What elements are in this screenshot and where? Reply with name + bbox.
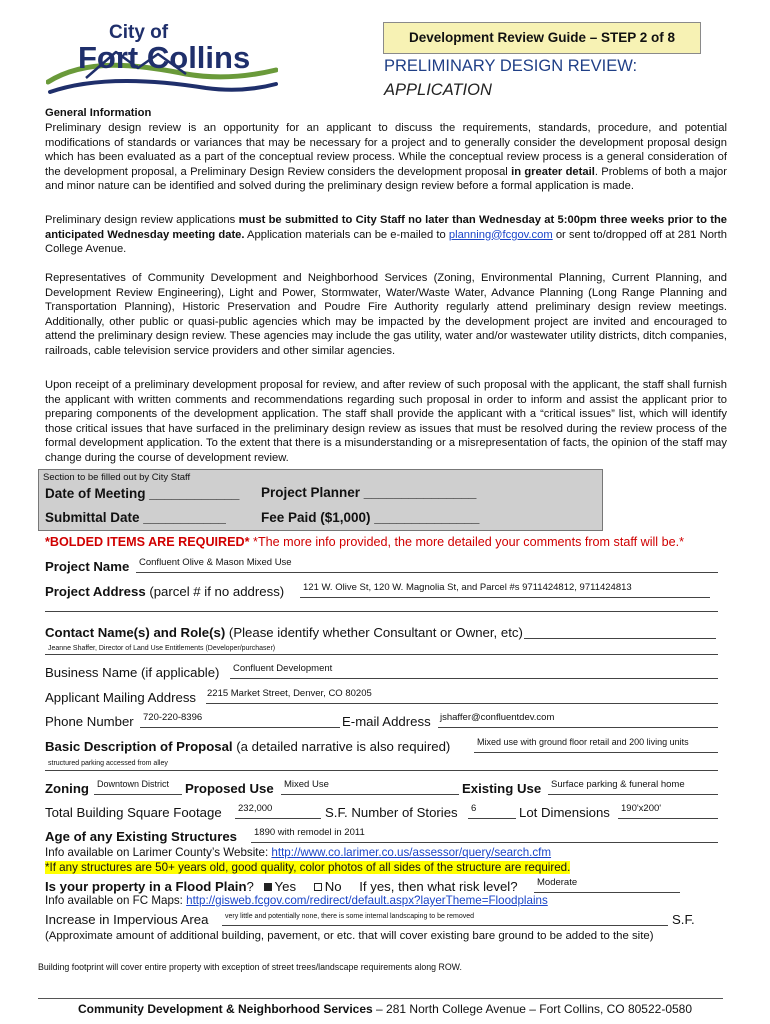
impervious-unit: S.F. (672, 912, 695, 927)
project-address-label: Project Address (parcel # if no address) (45, 584, 285, 599)
guide-step-banner: Development Review Guide – STEP 2 of 8 (383, 22, 701, 54)
submittal-date-field: Submittal Date ___________ (45, 510, 226, 525)
project-name-label: Project Name (45, 559, 130, 574)
zoning-line (94, 794, 182, 795)
fcmaps-link[interactable]: http://gisweb.fcgov.com/redirect/default.aspx?layerTheme=Floodplains (186, 894, 548, 907)
impervious-line (222, 925, 668, 926)
business-input[interactable]: Confluent Development (233, 663, 333, 674)
flood-yes-checkbox[interactable] (264, 883, 272, 891)
proposed-use-label: Proposed Use (185, 781, 274, 796)
contact-line-2 (45, 654, 718, 655)
existing-use-label: Existing Use (462, 781, 542, 796)
project-name-input[interactable]: Confluent Olive & Mason Mixed Use (139, 557, 292, 568)
email-label: E-mail Address (342, 714, 431, 729)
staff-section (38, 469, 603, 531)
flood-yes-option[interactable]: Yes (264, 879, 297, 894)
impervious-hint: (Approximate amount of additional building, pavement, or etc. that will cover existing bare ground to be added to the site) (45, 930, 654, 942)
phone-input[interactable]: 720-220-8396 (143, 712, 203, 723)
mailing-line (206, 703, 718, 704)
footer-address: Community Development & Neighborhood Services – 281 North College Avenue – Fort Collins, CO 80522-0580 (77, 1002, 693, 1016)
description-input[interactable]: Mixed use with ground floor retail and 200 living units (477, 737, 689, 747)
larimer-info: Info available on Larimer County’s Website: http://www.co.larimer.co.us/assessor/query/search.cfm (45, 846, 552, 859)
flood-no-option[interactable]: No (314, 879, 342, 894)
flood-risk-input[interactable]: Moderate (537, 877, 578, 888)
description-line (474, 752, 718, 753)
proposed-use-input[interactable]: Mixed Use (284, 779, 329, 790)
section-heading: General Information (45, 107, 152, 119)
stories-input[interactable]: 6 (471, 803, 477, 814)
project-address-line (300, 597, 710, 598)
mailing-input[interactable]: 2215 Market Street, Denver, CO 80205 (207, 688, 372, 699)
date-of-meeting-field: Date of Meeting ____________ (45, 486, 240, 501)
contact-line (524, 638, 716, 639)
required-note: *BOLDED ITEMS ARE REQUIRED* *The more info provided, the more detailed your comments from staff will be.* (45, 535, 685, 549)
larimer-link[interactable]: http://www.co.larimer.co.us/assessor/query/search.cfm (271, 846, 552, 859)
page-subtitle: APPLICATION (384, 81, 492, 99)
description-line-2 (45, 770, 718, 771)
square-footage-line (235, 818, 321, 819)
paragraph-review-process: Upon receipt of a preliminary development proposal for review, and after review of such proposal with the applicant, the staff shall furnish the applicant with written comments and recommendations regarding such proposal in order to inform and assist the applicant prior to preparing components of the development application. The staff shall provide the applicant with a “critical issues” list, which will identify those critical issues that have surfaced in the preliminary design review as issues that must be resolved during the review process of the formal development application. To the extent that there is a misunderstanding or a misrepresentation of facts, the opinion of the staff may change during the course of development review. (45, 379, 727, 464)
paragraph-intro: Preliminary design review is an opportunity for an applicant to discuss the requirements, standards, procedure, and potential modifications of standards or variances that may be necessary for a project and to generally consider the development proposal design which has been evaluated as a part of the conceptual review process. While the conceptual review process is a general consideration of the development proposal, a Preliminary Design Review considers the development proposal in greater detail. Problems of both a major and minor nature can be identified and solved during the preliminary design review before a formal application is made. (45, 122, 728, 193)
email-line (438, 727, 718, 728)
paragraph-deadline: Preliminary design review applications must be submitted to City Staff no later than Wednesday at 5:00pm three weeks prior to the anticipated Wednesday meeting date. Application materials can be e-mailed to planning@fcgov.com or sent to/dropped off at 281 North College Avenue. (45, 214, 728, 256)
fcmaps-info: Info available on FC Maps: http://gisweb.fcgov.com/redirect/default.aspx?layerTheme=Floodplains (45, 894, 548, 907)
existing-use-input[interactable]: Surface parking & funeral home (551, 779, 685, 790)
lot-dimensions-line (618, 818, 718, 819)
stories-label: S.F. Number of Stories (325, 805, 458, 820)
business-line (230, 678, 718, 679)
photos-note: *If any structures are 50+ years old, good quality, color photos of all sides of the structure are required. (45, 861, 571, 874)
contact-label: Contact Name(s) and Role(s) (Please identify whether Consultant or Owner, etc) (45, 625, 523, 640)
business-label: Business Name (if applicable) (45, 665, 220, 680)
logo-text-main: Fort Collins (78, 40, 251, 75)
lot-dimensions-label: Lot Dimensions (519, 805, 610, 820)
paragraph-representatives: Representatives of Community Development and Neighborhood Services (Zoning, Environmental Planning, Current Planning, and Development Review Engineering), Light and Power, Stormwater, Water/Waste Water, Advance Planning (Long Range Planning and Transportation Planning), Historic Preservation and Poudre Fire Authority regularly attend preliminary design review meetings. Additionally, other public or quasi-public agencies which may be impacted by the development project are invited and encouraged to attend the preliminary design review. These agencies may include the gas utility, water and/or wastewater utility districts, ditch companies, railroads, cable television service providers and other similar agencies. (45, 272, 727, 357)
city-logo (46, 18, 278, 100)
age-line (251, 842, 718, 843)
flood-plain-row: Is your property in a Flood Plain? Yes No If yes, then what risk level? (45, 879, 518, 894)
impervious-input[interactable]: very little and potentially none, there is some internal landscaping to be removed (225, 913, 475, 920)
footprint-note: Building footprint will cover entire property with exception of street trees/landscape requirements along ROW. (38, 962, 462, 972)
email-link[interactable]: planning@fcgov.com (448, 228, 553, 241)
age-input[interactable]: 1890 with remodel in 2011 (254, 827, 365, 838)
project-address-line-2 (45, 611, 718, 612)
zoning-label: Zoning (45, 781, 89, 796)
project-address-input[interactable]: 121 W. Olive St, 120 W. Magnolia St, and Parcel #s 9711424812, 9711424813 (303, 582, 632, 593)
existing-use-line (548, 794, 718, 795)
description-input-2[interactable]: structured parking accessed from alley (48, 760, 168, 767)
stories-line (468, 818, 516, 819)
phone-label: Phone Number (45, 714, 134, 729)
staff-note: Section to be filled out by City Staff (43, 472, 191, 483)
square-footage-input[interactable]: 232,000 (238, 803, 273, 814)
project-name-line (136, 572, 718, 573)
logo-text-top: City of (109, 22, 169, 43)
flood-no-checkbox[interactable] (314, 883, 322, 891)
mailing-label: Applicant Mailing Address (45, 690, 197, 705)
email-input[interactable]: jshaffer@confluentdev.com (440, 712, 555, 723)
project-planner-field: Project Planner _______________ (261, 485, 477, 500)
square-footage-label: Total Building Square Footage (45, 805, 222, 820)
impervious-label: Increase in Impervious Area (45, 912, 209, 927)
proposed-use-line (281, 794, 459, 795)
footer-divider (38, 998, 723, 999)
description-label: Basic Description of Proposal (a detailed narrative is also required) (45, 739, 451, 754)
lot-dimensions-input[interactable]: 190'x200' (621, 803, 662, 814)
age-label: Age of any Existing Structures (45, 829, 237, 844)
contact-input[interactable]: Jeanne Shaffer, Director of Land Use Entitlements (Developer/purchaser) (48, 645, 276, 652)
zoning-input[interactable]: Downtown District (97, 779, 170, 789)
page-title: PRELIMINARY DESIGN REVIEW: (384, 57, 638, 75)
fee-paid-field: Fee Paid ($1,000) ______________ (261, 510, 480, 525)
phone-line (140, 727, 340, 728)
flood-risk-line (534, 892, 680, 893)
